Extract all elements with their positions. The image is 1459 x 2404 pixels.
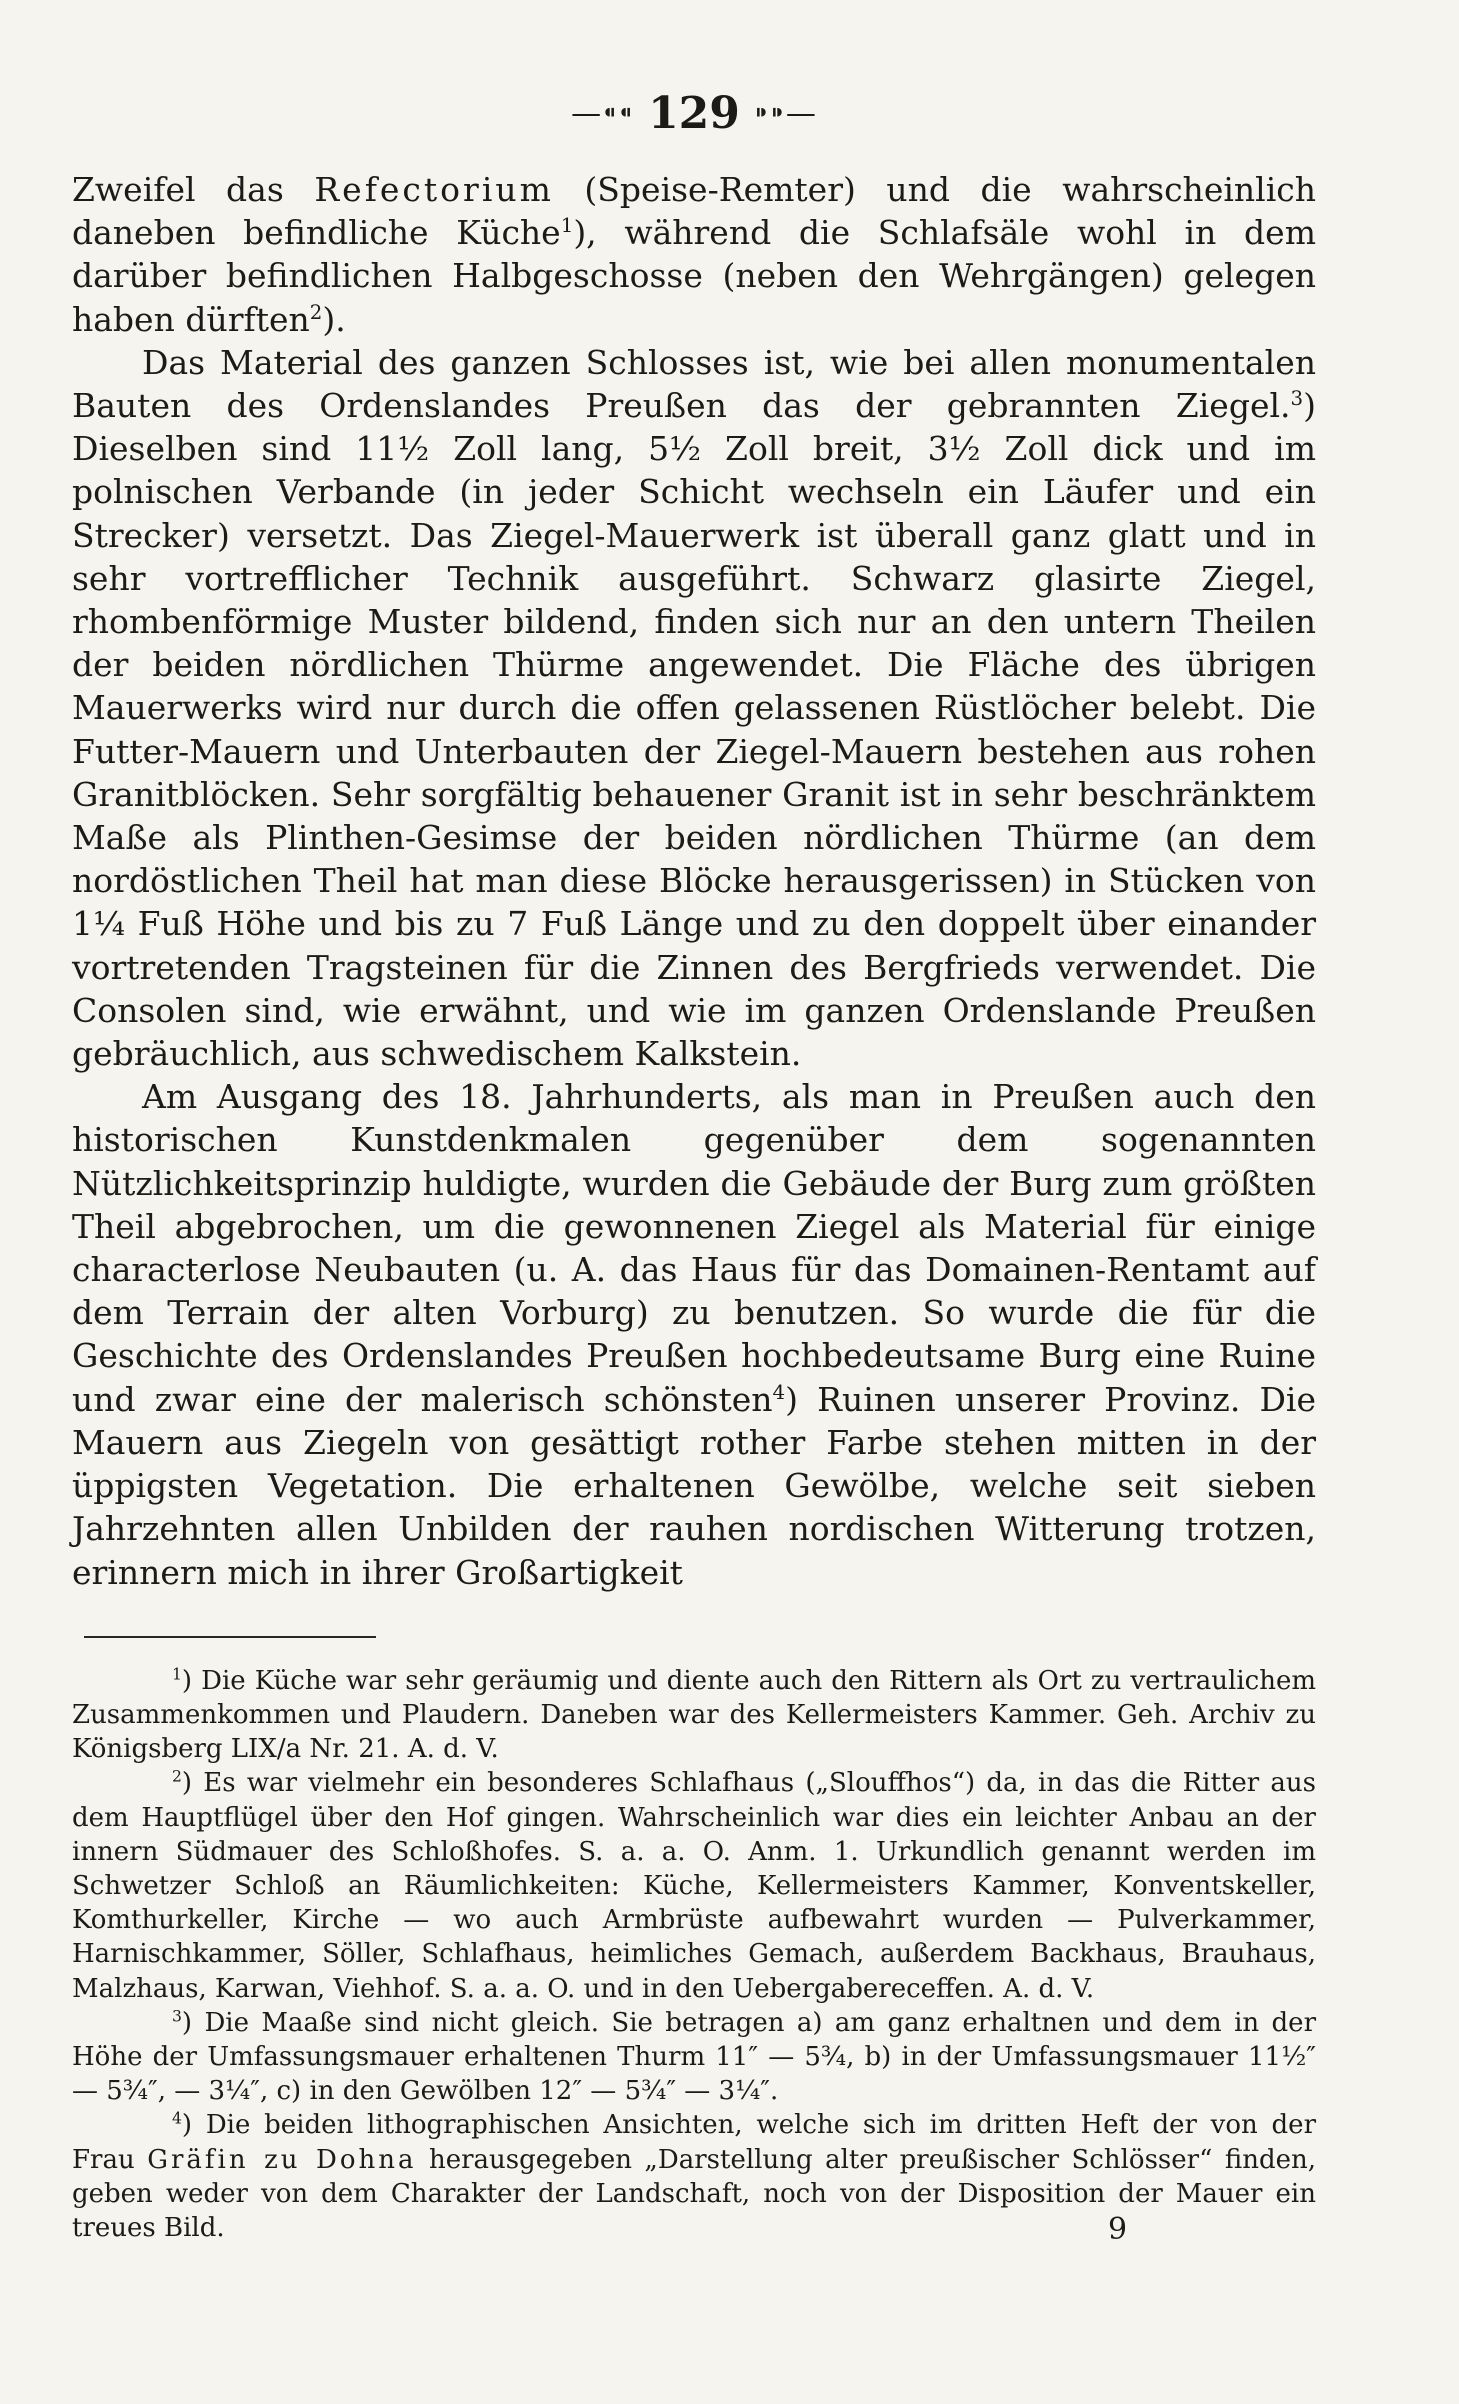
page-number: 129 [648, 87, 740, 139]
footnote-ref-4[interactable]: 4 [772, 1380, 786, 1404]
footnote-4-text-a: ) Die beiden lithographischen Ansichten, welche sich im dritten Heft der von der Frau [72, 2110, 1316, 2175]
p3-text-a: Am Ausgang des 18. Jahrhunderts, als man in Preußen auch den historischen Kunstdenkmalen gegenüber dem sogenannten Nützlichkeitsprinzip huldigte, wurden die Gebäude der Burg zum größten Theil abgebrochen, um die gewonnenen Ziegel als Material für einige characterlose Neubauten (u. A. das Haus für das Domainen-Rentamt auf dem Terrain der alten Vorburg) zu benutzen. So wurde die für die Geschichte des Ordenslandes Preußen hochbedeutsame Burg eine Ruine und zwar eine der malerisch schönsten [72, 1077, 1316, 1419]
p2-text-b: ) Dieselben sind 11½ Zoll lang, 5½ Zoll breit, 3½ Zoll dick und im polnischen Verbande (in jeder Schicht wechseln ein Läufer und ein Strecker) versetzt. Das Ziegel-Mauerwerk ist überall ganz glatt und in sehr vortrefflicher Technik ausgeführt. Schwarz glasirte Ziegel, rhombenförmige Muster bildend, finden sich nur an den untern Theilen der beiden nördlichen Thürme angewendet. Die Fläche des übrigen Mauerwerks wird nur durch die offen gelassenen Rüstlöcher belebt. Die Futter-Mauern und Unterbauten der Ziegel-Mauern bestehen aus rohen Granitblöcken. Sehr sorgfältig behauener Granit ist in sehr beschränktem Maße als Plinthen-Gesimse der beiden nördlichen Thürme (an dem nordöstlichen Theil hat man diese Blöcke herausgerissen) in Stücken von 1¼ Fuß Höhe und bis zu 7 Fuß Länge und zu den doppelt über einander vortretenden Tragsteinen für die Zinnen des Bergfrieds verwendet. Die Consolen sind, wie erwähnt, und wie im ganzen Ordenslande Preußen gebräuchlich, aus schwedischem Kalkstein. [72, 386, 1316, 1074]
paragraph-3 [72, 1075, 1316, 1593]
footnote-ref-3[interactable]: 3 [1290, 387, 1304, 411]
footnote-2 [72, 1766, 1316, 2005]
header-ornament-right: ⁍⁍— [753, 95, 817, 131]
footnote-ref-2[interactable]: 2 [309, 300, 323, 324]
footnote-4 [72, 2108, 1316, 2245]
footnote-2-mark: 2 [172, 1767, 182, 1786]
paragraph-1 [72, 168, 1316, 341]
footnote-3 [72, 2006, 1316, 2109]
footnote-4-text-b: herausgegeben „Darstellung alter preußischer Schlösser“ finden, geben weder von dem Charakter der Landschaft, noch von der Disposition der Mauer ein treues Bild. [72, 2144, 1316, 2243]
book-page [72, 80, 1316, 2245]
signature-mark: 9 [1108, 2212, 1128, 2247]
paragraph-2 [72, 341, 1316, 1075]
p2-text-a: Das Material des ganzen Schlosses ist, wie bei allen monumentalen Bauten des Ordenslandes Preußen das der gebrannten Ziegel. [72, 342, 1316, 426]
footnote-1-text: ) Die Küche war sehr geräumig und diente auch den Rittern als Ort zu vertraulichem Zusammenkommen und Plaudern. Daneben war des Kellermeisters Kammer. Geh. Archiv zu Königsberg LIX/a Nr. 21. A. d. V. [72, 1665, 1316, 1765]
footnote-2-text: ) Es war vielmehr ein besonderes Schlafhaus („Slouffhos“) da, in das die Ritter aus dem Hauptflügel über den Hof gingen. Wahrscheinlich war dies ein leichter Anbau an der innern Südmauer des Schloßhofes. S. a. a. O. Anm. 1. Urkundlich genannt werden im Schwetzer Schloß an Räumlichkeiten: Küche, Kellermeisters Kammer, Konventskeller, Komthurkeller, Kirche — wo auch Armbrüste aufbewahrt wurden — Pulverkammer, Harnischkammer, Söller, Schlafhaus, heimliches Gemach, außerdem Backhaus, Brauhaus, Malzhaus, Karwan, Viehhof. S. a. a. O. und in den Uebergabereceffen. A. d. V. [72, 1768, 1316, 2004]
p1-text-e: ). [322, 299, 346, 339]
p3-text-b: ) Ruinen unserer Provinz. Die Mauern aus Ziegeln von gesättigt rother Farbe stehen mitten in der üppigsten Vegetation. Die erhaltenen Gewölbe, welche seit sieben Jahrzehnten allen Unbilden der rauhen nordischen Witterung trotzen, erinnern mich in ihrer Großartigkeit [72, 1379, 1316, 1592]
p1-refectorium: Refectorium [314, 170, 554, 209]
footnote-3-mark: 3 [172, 2007, 182, 2026]
footnote-4-author: Gräfin zu Dohna [147, 2144, 417, 2175]
footnote-divider [84, 1636, 376, 1638]
footnote-1-mark: 1 [172, 1665, 182, 1684]
p1-text-a: Zweifel das [72, 170, 315, 209]
p1-text-d: ), während die Schlafsäle wohl in dem darüber befindlichen Halbgeschosse (neben den Wehrgängen) gelegen haben dürften [72, 213, 1316, 339]
footnote-ref-1[interactable]: 1 [560, 214, 574, 238]
main-text [72, 168, 1316, 1594]
footnotes [72, 1664, 1316, 2245]
page-header [72, 80, 1316, 146]
header-ornament-left: —⁌⁌ [571, 95, 635, 131]
p1-text-c: (Speise-Remter) und die wahrscheinlich daneben befindliche Küche [72, 170, 1316, 253]
footnote-4-mark: 4 [172, 2109, 182, 2128]
footnote-3-text: ) Die Maaße sind nicht gleich. Sie betragen a) am ganz erhaltnen und dem in der Höhe der Umfassungsmauer erhaltenen Thurm 11″ — 5¾, b) in der Umfassungsmauer 11½″ — 5¾″, — 3¼″, c) in den Gewölben 12″ — 5¾″ — 3¼″. [72, 2007, 1316, 2107]
footnote-1 [72, 1664, 1316, 1767]
